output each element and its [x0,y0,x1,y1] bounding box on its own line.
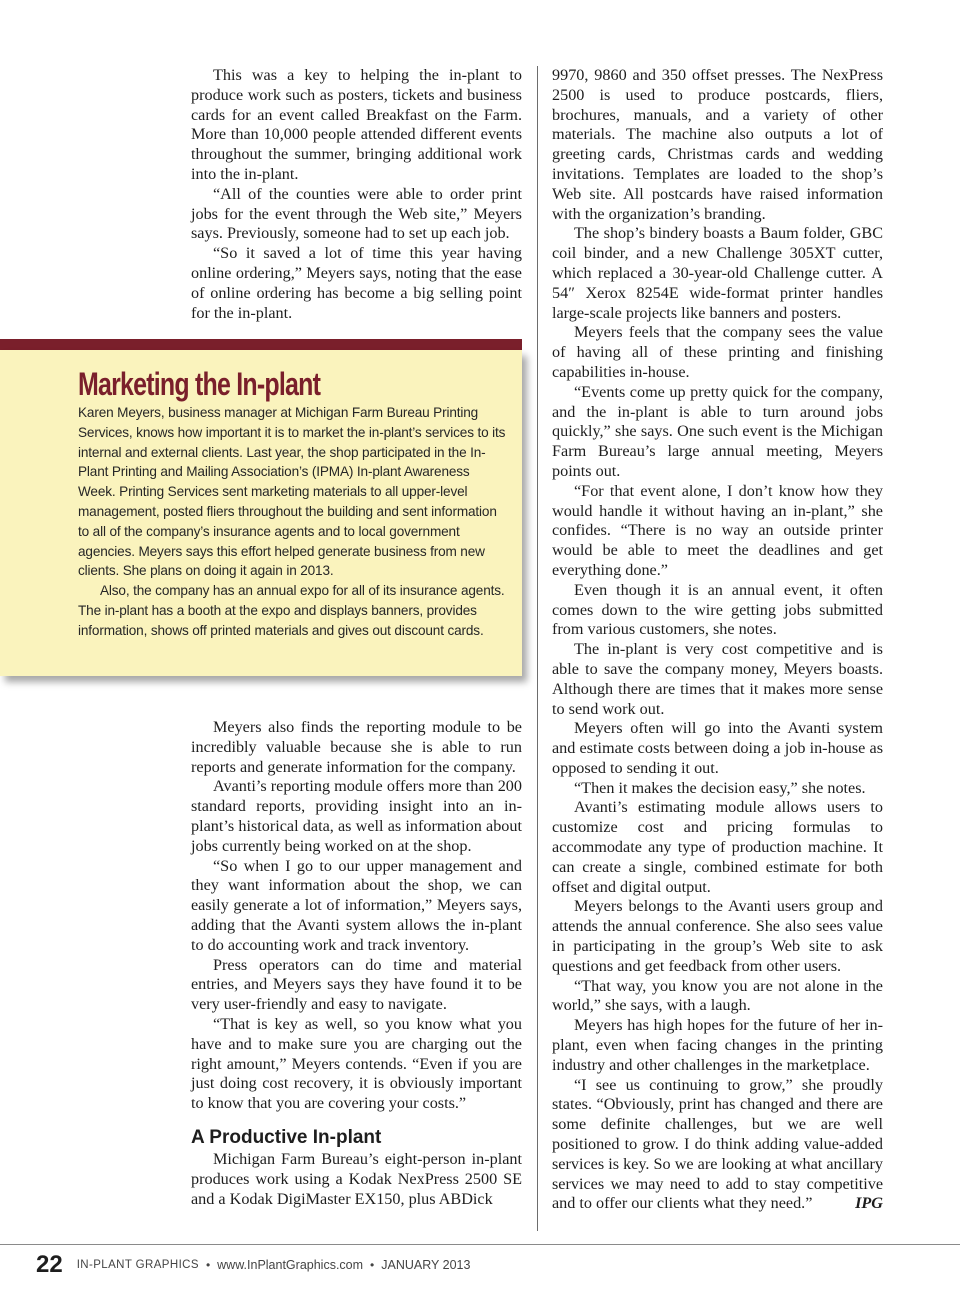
body-paragraph-final [552,1076,883,1215]
body-paragraph: “So when I go to our upper management and they want information about the shop, we can easily generate a lot of information,” Meyers says, adding that the Avanti system allows the in-plant to do accounting work and track inventory. [191,856,522,954]
body-paragraph: This was a key to helping the in-plant to produce work such as posters, tickets and business cards for an event called Breakfast on the Farm. More than 10,000 people attended different events throughout the summer, bringing additional work into the in-plant. [191,66,522,183]
footer-rule [0,1244,960,1245]
separator-bullet: • [205,1258,211,1272]
page-number: 22 [36,1251,63,1278]
body-paragraph: 9970, 9860 and 350 offset presses. The NexPress 2500 is used to produce postcards, fliers, brochures, manuals, and a variety of other materials. The machine also outputs a lot of greeting cards, Christmas cards and wedding invitations. Templates are loaded to the shop’s Web site. All postcards have raised information with the organization’s branding. [552,66,883,223]
body-paragraph: Avanti’s reporting module offers more than 200 standard reports, providing insight into an in-plant’s historical data, as well as information about jobs currently being worked on at the shop. [191,777,522,855]
separator-bullet: • [370,1258,375,1272]
publication-name: IN-PLANT GRAPHICS [76,1259,199,1271]
sidebar-box [0,350,522,676]
body-paragraph: Even though it is an annual event, it often comes down to the wire getting jobs submitted from various customers, she notes. [552,580,883,639]
sidebar-body [78,403,508,641]
sidebar-paragraph: Karen Meyers, business manager at Michigan Farm Bureau Printing Services, knows how important it is to market the in-plant’s services to its internal and external clients. Last year, the shop participated in the In-Plant Printing and Mailing Association’s (IPMA) In-plant Awareness Week. Printing Services sent marketing materials to all upper-level management, posted fliers throughout the building and sent information to all of the company’s insurance agents and to local government agencies. Meyers says this effort helped generate business from new clients. She plans on doing it again in 2013. [78,405,506,579]
body-paragraph: “For that event alone, I don’t know how they would handle it without having an in-plant,” she confides. “There is no way an outside printer would be able to meet the deadlines and get everything done.” [552,481,883,579]
left-column-top [191,66,522,323]
page-footer [36,1248,470,1282]
body-paragraph: The in-plant is very cost competitive and is able to save the company money, Meyers boasts. Although there are times that it makes more sense to send work out. [552,640,883,718]
sidebar-top-bar [0,339,522,350]
issue-date: JANUARY 2013 [381,1258,471,1272]
right-column [552,66,883,1214]
sidebar-paragraph: Also, the company has an annual expo for all of its insurance agents. The in-plant has a booth at the expo and displays banners, provides information, shows off printed materials and gives out discount cards. [78,583,505,638]
body-paragraph: “Then it makes the decision easy,” she notes. [574,778,866,797]
column-divider [537,66,538,1231]
body-paragraph: Michigan Farm Bureau’s eight-person in-plant produces work using a Kodak NexPress 2500 SE and a Kodak DigiMaster EX150, plus ABDick [191,1149,522,1208]
final-paragraph-text: “I see us continuing to grow,” she proudly states. “Obviously, print has changed and there are some definite challenges, but we are well positioned to grow. I do think adding value-added services is key. So we are looking at what ancillary services we may need to add to stay competitive and to offer our clients what they need.” [552,1075,883,1213]
body-paragraph: Press operators can do time and material entries, and Meyers says they have found it to be very user-friendly and easy to navigate. [191,955,522,1014]
body-paragraph: “So it saved a lot of time this year having online ordering,” Meyers says, noting that the ease of online ordering has become a big selling point for the in-plant. [191,244,522,322]
body-paragraph: The shop’s bindery boasts a Baum folder, GBC coil binder, and a new Challenge 305XT cutter, which replaced a 30-year-old Challenge cutter. A 54″ Xerox 8254E wide-format printer handles large-scale projects like banners and posters. [552,224,883,322]
website-url: www.InPlantGraphics.com [217,1258,364,1272]
section-subheading: A Productive In-plant [191,1126,382,1148]
body-paragraph: Meyers has high hopes for the future of her in-plant, even when facing changes in the printing industry and other challenges in the marketplace. [552,1016,883,1074]
left-column-bottom [191,718,522,1209]
signoff-mark: IPG [855,1194,883,1213]
body-paragraph: Meyers feels that the company sees the value of having all of these printing and finishing capabilities in-house. [552,323,883,381]
body-paragraph: “That way, you know you are not alone in the world,” she says, with a laugh. [552,976,883,1015]
body-paragraph: Meyers also finds the reporting module to be incredibly valuable because she is able to run reports and generate information for the company. [191,718,522,776]
sidebar-title: Marketing the In-plant [78,366,321,402]
body-paragraph: “All of the counties were able to order print jobs for the event through the Web site,” Meyers says. Previously, someone had to set up each job. [191,184,522,243]
body-paragraph: “That is key as well, so you know what you have and to make sure you are charging out the right amount,” Meyers contends. “Even if you are just doing cost recovery, it is obviously important to know that you are covering your costs.” [191,1014,522,1113]
body-paragraph: “Events come up pretty quick for the company, and the in-plant is able to turn around jobs quickly,” she says. One such event is the Michigan Farm Bureau’s large annual meeting, Meyers points out. [552,382,883,480]
body-paragraph: Meyers often will go into the Avanti system and estimate costs between doing a job in-house as opposed to sending it out. [552,719,883,777]
body-paragraph: Meyers belongs to the Avanti users group and attends the annual conference. She also sees value in participating in the group’s Web site to ask questions and get feedback from other users. [552,897,883,975]
body-paragraph: Avanti’s estimating module allows users to customize cost and pricing formulas to accommodate any type of production machine. It can create a single, combined estimate for both offset and digital output. [552,798,883,896]
